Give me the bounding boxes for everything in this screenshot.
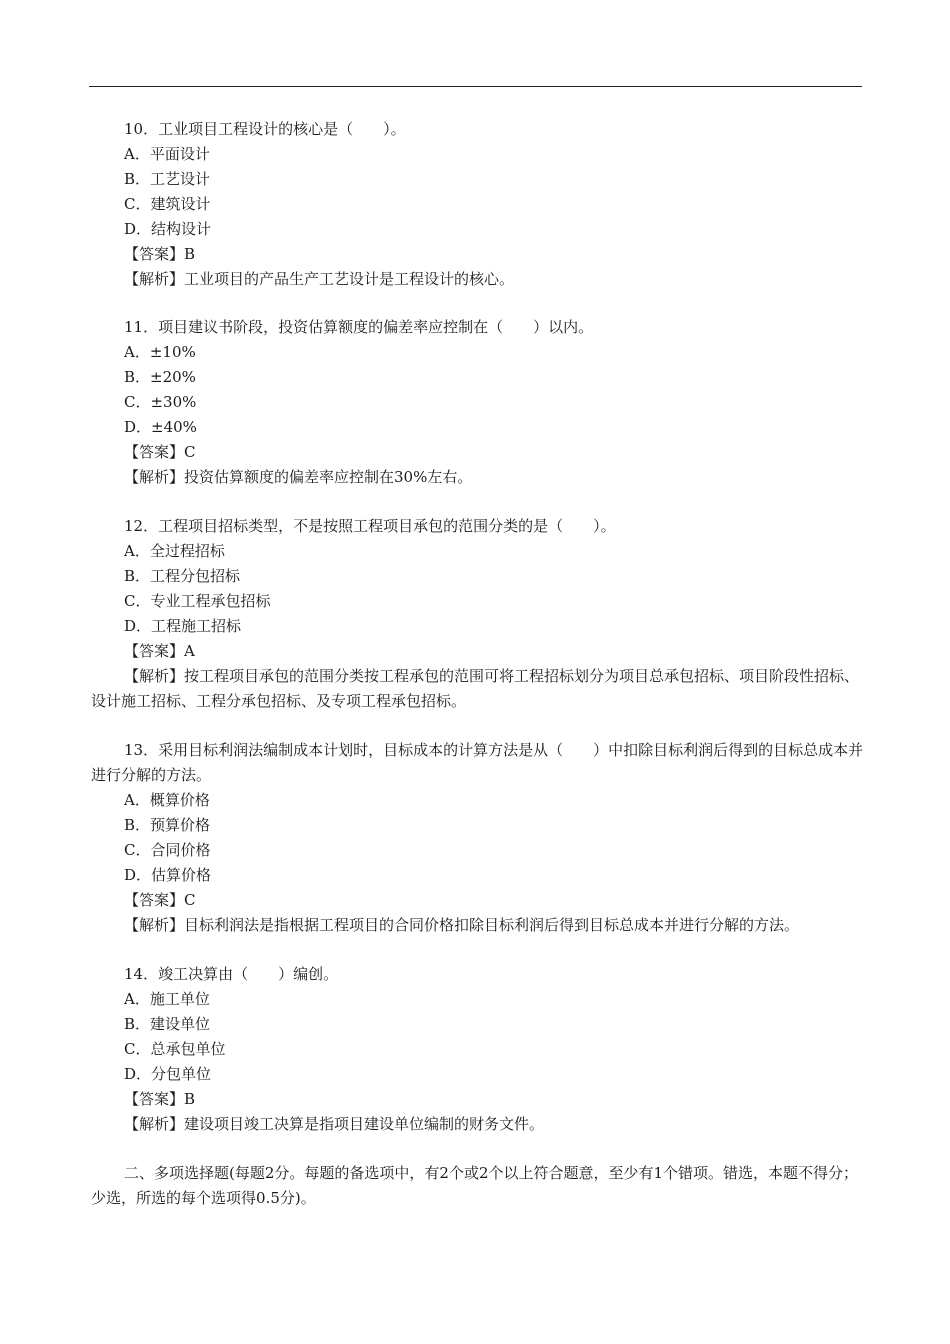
question-stem: 14．竣工决算由（ ）编创。 <box>124 965 339 983</box>
answer: 【答案】C <box>124 443 196 461</box>
option-b: B．工艺设计 <box>124 170 211 188</box>
answer: 【答案】C <box>124 891 196 909</box>
option-a: A．平面设计 <box>124 145 210 163</box>
option-d: D．结构设计 <box>124 220 212 238</box>
question-stem: 13．采用目标利润法编制成本计划时，目标成本的计算方法是从（ ）中扣除目标利润后得到的目标总成本并进行分解的方法。 <box>91 741 864 784</box>
section-heading-multiple-choice: 二、多项选择题(每题2分。每题的备选项中，有2个或2个以上符合题意，至少有1个错项。错选，本题不得分；少选，所选的每个选项得0.5分)。 <box>91 1164 859 1207</box>
option-c: C．总承包单位 <box>124 1040 226 1058</box>
option-b: B．预算价格 <box>124 816 211 834</box>
analysis: 【解析】投资估算额度的偏差率应控制在30%左右。 <box>124 468 473 486</box>
analysis: 【解析】按工程项目承包的范围分类按工程承包的范围可将工程招标划分为项目总承包招标、项目阶段性招标、设计施工招标、工程分承包招标、及专项工程承包招标。 <box>91 667 860 710</box>
question-stem: 12．工程项目招标类型，不是按照工程项目承包的范围分类的是（ ）。 <box>124 517 616 535</box>
option-c: C．专业工程承包招标 <box>124 592 271 610</box>
question-stem: 10．工业项目工程设计的核心是（ ）。 <box>124 120 406 138</box>
analysis: 【解析】建设项目竣工决算是指项目建设单位编制的财务文件。 <box>124 1115 545 1133</box>
answer: 【答案】B <box>124 1090 196 1108</box>
question-stem: 11．项目建议书阶段，投资估算额度的偏差率应控制在（ ）以内。 <box>124 318 594 336</box>
option-c: C．±30% <box>124 393 197 411</box>
answer: 【答案】B <box>124 245 196 263</box>
option-c: C．合同价格 <box>124 841 211 859</box>
option-a: A．全过程招标 <box>124 542 225 560</box>
option-b: B．工程分包招标 <box>124 567 241 585</box>
option-d: D．±40% <box>124 418 197 436</box>
header-rule <box>89 86 862 87</box>
option-d: D．估算价格 <box>124 866 212 884</box>
option-b: B．建设单位 <box>124 1015 211 1033</box>
option-d: D．工程施工招标 <box>124 617 242 635</box>
option-c: C．建筑设计 <box>124 195 211 213</box>
answer: 【答案】A <box>124 642 195 660</box>
option-d: D．分包单位 <box>124 1065 212 1083</box>
option-a: A．概算价格 <box>124 791 210 809</box>
option-a: A．施工单位 <box>124 990 210 1008</box>
option-a: A．±10% <box>124 343 196 361</box>
option-b: B．±20% <box>124 368 196 386</box>
analysis: 【解析】工业项目的产品生产工艺设计是工程设计的核心。 <box>124 270 515 288</box>
analysis: 【解析】目标利润法是指根据工程项目的合同价格扣除目标利润后得到目标总成本并进行分解的方法。 <box>124 916 800 934</box>
